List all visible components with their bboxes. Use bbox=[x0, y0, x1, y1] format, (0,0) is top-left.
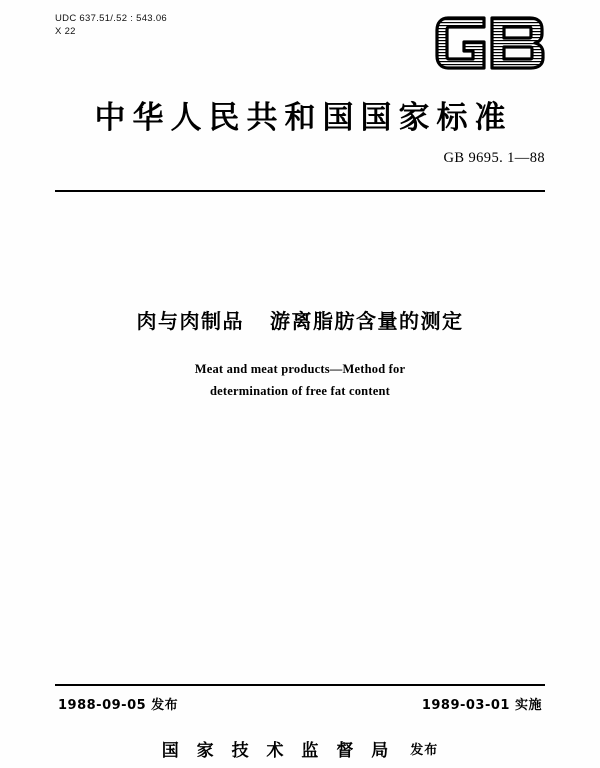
effective-date: 1989-03-01 实施 bbox=[421, 698, 542, 713]
document-title-english-line1: Meat and meat products—Method for bbox=[194, 362, 406, 376]
udc-classification-block bbox=[55, 12, 167, 38]
gb-emblem-icon bbox=[432, 10, 552, 76]
document-title-english-line2: determination of free fat content bbox=[210, 384, 390, 398]
udc-line-2: X 22 bbox=[55, 26, 76, 37]
divider-bottom bbox=[55, 684, 545, 686]
publisher-verb: 发布 bbox=[410, 743, 439, 758]
divider-top bbox=[55, 190, 545, 192]
document-title-part1: 肉与肉制品 bbox=[136, 309, 244, 333]
document-title-part2: 游离脂肪含量的测定 bbox=[270, 309, 464, 333]
publisher bbox=[0, 736, 600, 761]
udc-line-1: UDC 637.51/.52 : 543.06 bbox=[55, 13, 167, 24]
document-title bbox=[0, 305, 600, 334]
page-title: 中华人民共和国国家标准 bbox=[94, 100, 513, 136]
standard-number: GB 9695. 1—88 bbox=[443, 150, 545, 166]
issue-date: 1988-09-05 发布 bbox=[58, 698, 179, 713]
publisher-organization: 国 家 技 术 监 督 局 bbox=[161, 741, 395, 761]
document-title-english bbox=[0, 358, 600, 402]
